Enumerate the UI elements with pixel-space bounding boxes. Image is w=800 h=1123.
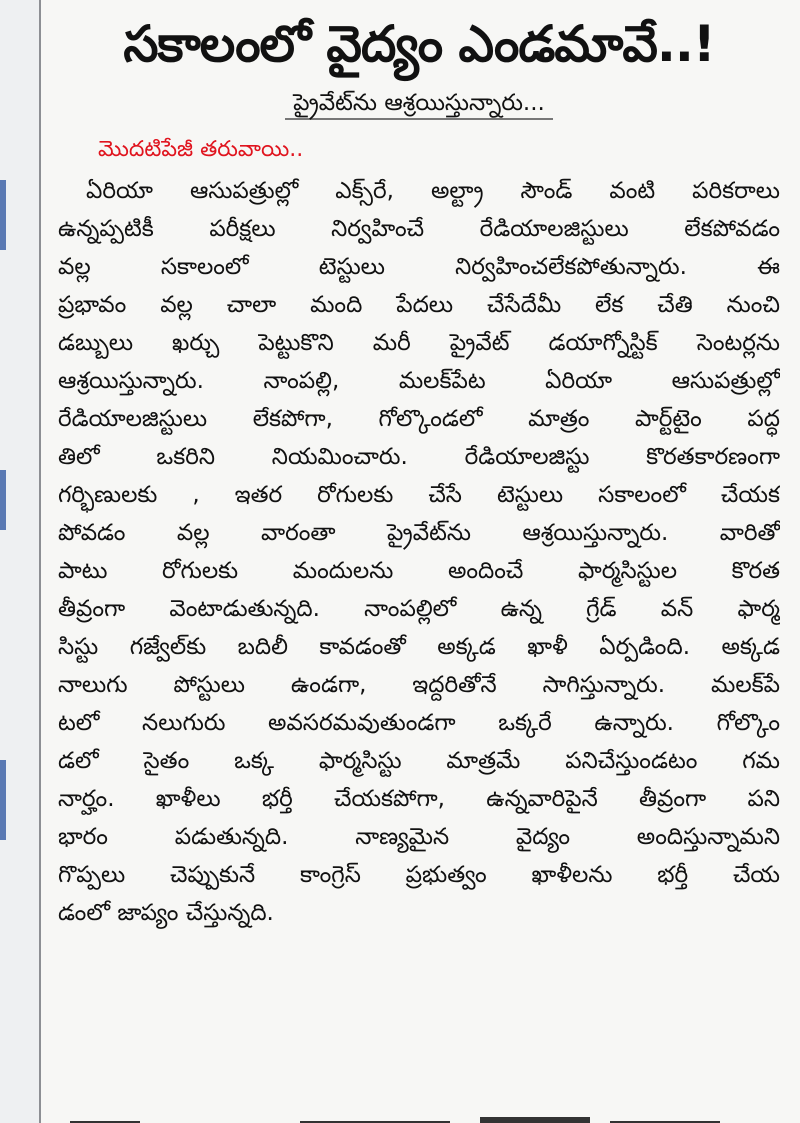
cropped-text-shape: [70, 1109, 730, 1123]
body-line: రేడియాలజిస్టులు లేకపోగా, గోల్కొండలో మాత్రం పార్ట్‌టైం పద్ధ: [58, 406, 780, 432]
body-line: ఏరియా ఆసుపత్రుల్లో ఎక్స్‌రే, అల్ట్రా సౌండ్‌ వంటి పరికరాలు: [86, 178, 780, 204]
body-line: డబ్బులు ఖర్చు పెట్టుకొని మరీ ప్రైవేట్‌ డయాగ్నోస్టిక్‌ సెంటర్లను: [58, 330, 780, 356]
body-line: ఉన్నప్పటికీ పరీక్షలు నిర్వహించే రేడియాలజిస్టులు లేకపోవడం: [58, 216, 780, 242]
body-line: తీవ్రంగా వెంటాడుతున్నది. నాంపల్లిలో ఉన్న గ్రేడ్‌ వన్‌ ఫార్మ: [58, 596, 780, 622]
body-line: నార్హం. ఖాళీలు భర్తీ చేయకపోగా, ఉన్నవారిపైనే తీవ్రంగా పని: [58, 786, 780, 812]
article-headline: సకాలంలో వైద్యం ఎండమావే..!: [123, 15, 715, 73]
body-line: సిస్టు గజ్వేల్‌కు బదిలీ కావడంతో అక్కడ ఖాళీ ఏర్పడింది. అక్కడ: [58, 634, 780, 660]
clipping-edge-mark: [0, 760, 6, 840]
article-body: [58, 172, 780, 932]
page-left-margin: [0, 0, 40, 1123]
body-line: భారం పడుతున్నది. నాణ్యమైన వైద్యం అందిస్తున్నామని: [58, 824, 780, 850]
body-line: టలో నలుగురు అవసరమవుతుండగా ఒక్కరే ఉన్నారు. గోల్కొం: [58, 710, 780, 736]
column-divider: [39, 0, 41, 1123]
clipping-edge-mark: [0, 470, 6, 530]
clipping-edge-mark: [0, 180, 6, 250]
body-line: తిలో ఒకరిని నియమించారు. రేడియాలజిస్టు కొరతకారణంగా: [58, 444, 780, 470]
body-line: వల్ల సకాలంలో టెస్టులు నిర్వహించలేకపోతున్నారు. ఈ: [58, 254, 780, 280]
body-line: పోవడం వల్ల వారంతా ప్రైవేట్‌ను ఆశ్రయిస్తున్నారు. వారితో: [58, 520, 780, 546]
body-line: నాలుగు పోస్టులు ఉండగా, ఇద్దరితోనే సాగిస్తున్నారు. మలక్‌పే: [58, 672, 780, 698]
body-line: ప్రభావం వల్ల చాలా మంది పేదలు చేసేదేమీ లేక చేతి నుంచి: [58, 292, 780, 318]
next-article-fragment: [70, 1109, 730, 1123]
article-subheadline: ప్రైవేట్‌ను ఆశ్రయిస్తున్నారు...: [285, 90, 553, 120]
body-line: పాటు రోగులకు మందులను అందించే ఫార్మసిస్టుల కొరత: [58, 558, 780, 584]
body-line: గొప్పలు చెప్పుకునే కాంగ్రెస్‌ ప్రభుత్వం ఖాళీలను భర్తీ చేయ: [58, 862, 780, 888]
body-line: గర్భిణులకు , ఇతర రోగులకు చేసే టెస్టులు సకాలంలో చేయక: [58, 482, 780, 508]
article-subheadline-wrap: [58, 86, 780, 120]
continuation-label: మొదటిపేజీ తరువాయి..: [98, 137, 304, 162]
body-line: డంలో జాప్యం చేస్తున్నది.: [58, 900, 274, 926]
body-line: ఆశ్రయిస్తున్నారు. నాంపల్లి, మలక్‌పేట ఏరియా ఆసుపత్రుల్లో: [58, 368, 780, 394]
news-article: [58, 8, 780, 1123]
body-line: డలో సైతం ఒక్క ఫార్మసిస్టు మాత్రమే పనిచేస్తుండటం గమ: [58, 748, 780, 774]
